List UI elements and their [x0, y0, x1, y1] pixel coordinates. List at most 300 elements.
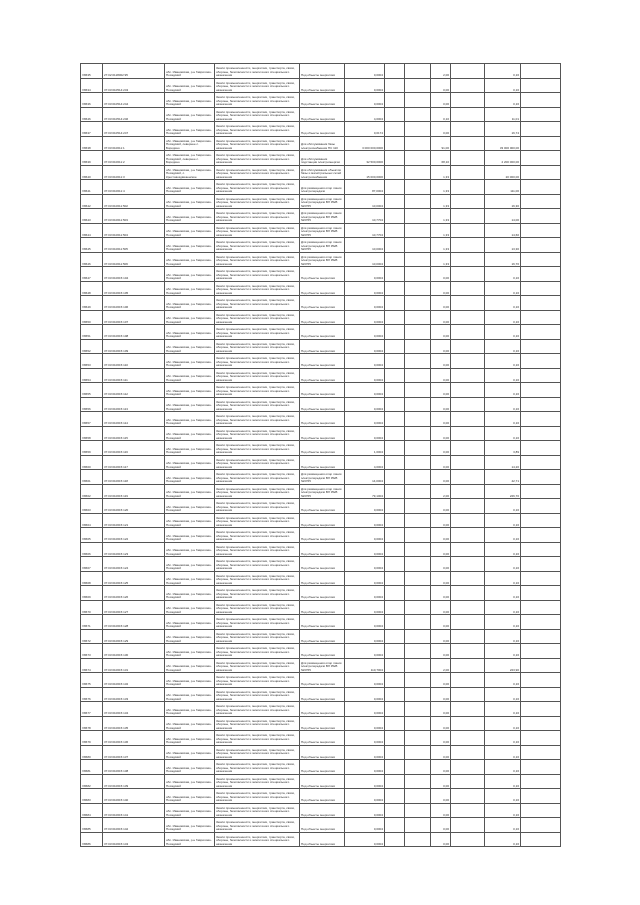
object-id-cell: V8638 [81, 136, 103, 151]
location-cell: обл. Ивановская, р-н Гаврилово-Посадский [165, 78, 215, 93]
empty-cell [385, 238, 405, 253]
object-id-cell: V8672 [81, 629, 103, 644]
rate-cell: 2,00 [431, 64, 451, 79]
area-cell: 0,0004 [345, 600, 385, 615]
cadastral-number-cell: 37:03:010615:121 [103, 513, 165, 528]
empty-cell [451, 310, 485, 325]
cadastral-number-cell: 37:03:010615:104 [103, 267, 165, 282]
object-id-cell: V8643 [81, 209, 103, 224]
sum-cell: 0,16 [485, 310, 521, 325]
sum-cell: 0,16 [485, 687, 521, 702]
rate-cell: 0,00 [431, 528, 451, 543]
table-row [81, 267, 561, 282]
area-cell: 1,0004 [345, 441, 385, 456]
permitted-use-cell: Под объекты энергетики [300, 615, 345, 630]
empty-cell [385, 658, 405, 673]
empty-cell [405, 441, 431, 456]
area-cell: 10,0004 [345, 238, 385, 253]
empty-cell [385, 441, 405, 456]
cadastral-number-cell: 37:03:010615:137 [103, 745, 165, 760]
area-cell: 10,0004 [345, 194, 385, 209]
object-id-cell: V8658 [81, 426, 103, 441]
land-category-cell: Земли промышленности, энергетики, транспорта, связи, обороны, безопасности и земли иного специального назначения [215, 107, 300, 122]
table-row [81, 571, 561, 586]
location-cell: обл. Ивановская, р-н Гаврилово-Посадский [165, 281, 215, 296]
table-row [81, 252, 561, 267]
cadastral-number-cell: 37:03:010615:108 [103, 325, 165, 340]
empty-cell [521, 412, 561, 427]
table-row [81, 789, 561, 804]
permitted-use-cell: Под объекты энергетики [300, 745, 345, 760]
rate-cell: 1,33 [431, 252, 451, 267]
empty-cell [521, 238, 561, 253]
area-cell: 0,0004 [345, 325, 385, 340]
area-cell: 0,0004 [345, 586, 385, 601]
permitted-use-cell: Под объекты энергетики [300, 426, 345, 441]
permitted-use-cell: Для размещения опор линии электропередачи ВЛ 35кВ №6765 [300, 658, 345, 673]
cadastral-number-cell: 37:03:010615:139 [103, 774, 165, 789]
land-category-cell: Земли промышленности, энергетики, транспорта, связи, обороны, безопасности и земли иного специального назначения [215, 818, 300, 833]
location-cell: обл. Ивановская, р-н Гаврилово-Посадский [165, 64, 215, 79]
rate-cell: 0,00 [431, 122, 451, 137]
table-row [81, 542, 561, 557]
empty-cell [521, 716, 561, 731]
sum-cell: 0,16 [485, 615, 521, 630]
sum-cell: 0,16 [485, 600, 521, 615]
table-row [81, 644, 561, 659]
sum-cell: 14,60 [485, 223, 521, 238]
location-cell: обл. Ивановская, р-н Гаврилово-Посадский [165, 426, 215, 441]
empty-cell [451, 557, 485, 572]
area-cell: 0,0004 [345, 93, 385, 108]
rate-cell: 1,33 [431, 238, 451, 253]
cadastral-number-cell: 37:03:010615:118 [103, 470, 165, 485]
cadastral-number-cell: 37:03:010615:116 [103, 441, 165, 456]
rate-cell: 0,00 [431, 832, 451, 847]
sum-cell: 0,16 [485, 64, 521, 79]
cadastral-number-cell: 37:03:010615:107 [103, 310, 165, 325]
object-id-cell: V8659 [81, 441, 103, 456]
empty-cell [521, 687, 561, 702]
table-row [81, 368, 561, 383]
cadastral-number-cell: 37:03:010615:135 [103, 716, 165, 731]
empty-cell [451, 586, 485, 601]
empty-cell [451, 78, 485, 93]
empty-cell [451, 673, 485, 688]
sum-cell: 0,16 [485, 513, 521, 528]
sum-cell: 0,16 [485, 629, 521, 644]
area-cell: 0,0004 [345, 528, 385, 543]
permitted-use-cell: Под объекты энергетики [300, 267, 345, 282]
sum-cell: 33 000 000,00 [485, 136, 521, 151]
empty-cell [521, 122, 561, 137]
empty-cell [521, 803, 561, 818]
area-cell: 0,0004 [345, 426, 385, 441]
rate-cell: 0,00 [431, 281, 451, 296]
sum-cell: 2 200 000,00 [485, 151, 521, 166]
land-category-cell: Земли промышленности, энергетики, транспорта, связи, обороны, безопасности и земли иного специального назначения [215, 687, 300, 702]
area-cell: 87,0004 [345, 180, 385, 195]
land-category-cell: Земли промышленности, энергетики, транспорта, связи, обороны, безопасности и земли иного специального назначения [215, 281, 300, 296]
rate-cell: 0,00 [431, 441, 451, 456]
empty-cell [451, 745, 485, 760]
empty-cell [385, 818, 405, 833]
empty-cell [451, 180, 485, 195]
permitted-use-cell: Под объекты энергетики [300, 354, 345, 369]
cadastral-number-cell: 37:03:010615:128 [103, 615, 165, 630]
land-category-cell: Земли промышленности, энергетики, транспорта, связи, обороны, безопасности и земли иного специального назначения [215, 571, 300, 586]
cadastral-number-cell: 37:03:010611:4 [103, 180, 165, 195]
permitted-use-cell: Под объекты энергетики [300, 412, 345, 427]
location-cell: обл. Ивановская, р-н Гаврилово-Посадский [165, 644, 215, 659]
sum-cell: 0,16 [485, 397, 521, 412]
empty-cell [405, 165, 431, 180]
land-category-cell: Земли промышленности, энергетики, транспорта, связи, обороны, безопасности и земли иного специального назначения [215, 209, 300, 224]
empty-cell [521, 252, 561, 267]
location-cell: обл. Ивановская, р-н Гаврилово-Посадский [165, 774, 215, 789]
table-row [81, 223, 561, 238]
empty-cell [385, 702, 405, 717]
permitted-use-cell: Для размещения опор линии электропередачи ВЛ 35кВ №6765 [300, 209, 345, 224]
empty-cell [405, 470, 431, 485]
empty-cell [451, 600, 485, 615]
land-category-cell: Земли промышленности, энергетики, транспорта, связи, обороны, безопасности и земли иного специального назначения [215, 339, 300, 354]
permitted-use-cell: Под объекты энергетики [300, 93, 345, 108]
empty-cell [451, 644, 485, 659]
sum-cell: 0,16 [485, 542, 521, 557]
area-cell: 110,7004 [345, 658, 385, 673]
permitted-use-cell: Под объекты энергетики [300, 528, 345, 543]
land-category-cell: Земли промышленности, энергетики, транспорта, связи, обороны, безопасности и земли иного специального назначения [215, 136, 300, 151]
cadastral-number-cell: 37:03:010615:114 [103, 412, 165, 427]
empty-cell [521, 629, 561, 644]
empty-cell [385, 78, 405, 93]
area-cell: 0,0004 [345, 673, 385, 688]
permitted-use-cell: Под объекты энергетики [300, 441, 345, 456]
cadastral-number-cell: 37:03:010615:130 [103, 644, 165, 659]
area-cell: 32 500,0000 [345, 151, 385, 166]
permitted-use-cell: Под объекты энергетики [300, 397, 345, 412]
table-row [81, 760, 561, 775]
empty-cell [521, 383, 561, 398]
empty-cell [521, 397, 561, 412]
area-cell: 0,0004 [345, 64, 385, 79]
empty-cell [451, 165, 485, 180]
land-category-cell: Земли промышленности, энергетики, транспорта, связи, обороны, безопасности и земли иного специального назначения [215, 151, 300, 166]
land-category-cell: Земли промышленности, энергетики, транспорта, связи, обороны, безопасности и земли иного специального назначения [215, 470, 300, 485]
cadastral-number-cell: 37:03:010611:1 [103, 136, 165, 151]
empty-cell [385, 180, 405, 195]
location-cell: обл. Ивановская, р-н Гаврилово-Посадский [165, 803, 215, 818]
area-cell: 0,0004 [345, 499, 385, 514]
empty-cell [521, 223, 561, 238]
area-cell: 10,0004 [345, 252, 385, 267]
location-cell: обл. Ивановская, р-н Гаврилово-Посадский [165, 789, 215, 804]
area-cell: 0,0004 [345, 760, 385, 775]
object-id-cell: V8686 [81, 832, 103, 847]
empty-cell [451, 484, 485, 499]
sum-cell: 20 000,00 [485, 165, 521, 180]
table-row [81, 209, 561, 224]
object-id-cell: V8645 [81, 238, 103, 253]
rate-cell: 0,00 [431, 629, 451, 644]
table-row [81, 64, 561, 79]
area-cell: 10,7704 [345, 223, 385, 238]
permitted-use-cell: Под объекты энергетики [300, 803, 345, 818]
empty-cell [405, 789, 431, 804]
area-cell: 0,0004 [345, 571, 385, 586]
empty-cell [405, 267, 431, 282]
table-row [81, 499, 561, 514]
rate-cell: 0,10 [431, 107, 451, 122]
land-category-cell: Земли промышленности, энергетики, транспорта, связи, обороны, безопасности и земли иного специального назначения [215, 542, 300, 557]
empty-cell [521, 673, 561, 688]
table-row [81, 238, 561, 253]
sum-cell: 3,89 [485, 441, 521, 456]
land-category-cell: Земли промышленности, энергетики, транспорта, связи, обороны, безопасности и земли иного специального назначения [215, 296, 300, 311]
empty-cell [451, 122, 485, 137]
empty-cell [405, 281, 431, 296]
permitted-use-cell: Для размещения опор линии электропередачи ВЛ 35кВ №6765 [300, 194, 345, 209]
empty-cell [521, 136, 561, 151]
location-cell: обл. Ивановская, р-н Гаврилово-Посадский [165, 658, 215, 673]
permitted-use-cell: Под объекты энергетики [300, 644, 345, 659]
rate-cell: 0,00 [431, 818, 451, 833]
empty-cell [521, 78, 561, 93]
empty-cell [405, 151, 431, 166]
object-id-cell: V8652 [81, 339, 103, 354]
empty-cell [385, 281, 405, 296]
location-cell: обл. Ивановская, р-н Гаврилово-Посадский [165, 93, 215, 108]
location-cell: обл. Ивановская, р-н Гаврилово-Посадский [165, 354, 215, 369]
location-cell: обл. Ивановская, р-н Гаврилово-Посадский [165, 586, 215, 601]
empty-cell [521, 774, 561, 789]
empty-cell [521, 296, 561, 311]
location-cell: обл. Ивановская, р-н Гаврилово-Посадский [165, 252, 215, 267]
table-row [81, 702, 561, 717]
sum-cell: 16,74 [485, 122, 521, 137]
land-category-cell: Земли промышленности, энергетики, транспорта, связи, обороны, безопасности и земли иного специального назначения [215, 325, 300, 340]
empty-cell [385, 136, 405, 151]
rate-cell: 0,00 [431, 731, 451, 746]
sum-cell: 16,30 [485, 194, 521, 209]
empty-cell [451, 774, 485, 789]
empty-cell [451, 194, 485, 209]
location-cell: обл. Ивановская, р-н Гаврилово-Посадский [165, 832, 215, 847]
empty-cell [521, 818, 561, 833]
area-cell: 0,0004 [345, 412, 385, 427]
rate-cell: 0,00 [431, 513, 451, 528]
empty-cell [405, 223, 431, 238]
empty-cell [385, 93, 405, 108]
empty-cell [385, 296, 405, 311]
empty-cell [405, 368, 431, 383]
object-id-cell: V8648 [81, 281, 103, 296]
cadastral-number-cell: 37:03:010611:504 [103, 223, 165, 238]
table-row [81, 470, 561, 485]
empty-cell [405, 658, 431, 673]
empty-cell [385, 687, 405, 702]
object-id-cell: V8670 [81, 600, 103, 615]
sum-cell: 0,16 [485, 426, 521, 441]
empty-cell [521, 180, 561, 195]
land-category-cell: Земли промышленности, энергетики, транспорта, связи, обороны, безопасности и земли иного специального назначения [215, 64, 300, 79]
empty-cell [385, 760, 405, 775]
land-category-cell: Земли промышленности, энергетики, транспорта, связи, обороны, безопасности и земли иного специального назначения [215, 354, 300, 369]
table-row [81, 673, 561, 688]
area-cell: 0,0004 [345, 818, 385, 833]
table-row [81, 484, 561, 499]
empty-cell [405, 339, 431, 354]
empty-cell [405, 716, 431, 731]
location-cell: обл. Ивановская, р-н Гаврилово-Посадский [165, 441, 215, 456]
sum-cell: 0,16 [485, 644, 521, 659]
location-cell: обл. Ивановская, р-н Гаврилово-Посадский [165, 600, 215, 615]
empty-cell [405, 702, 431, 717]
rate-cell: 0,00 [431, 745, 451, 760]
object-id-cell: V8668 [81, 571, 103, 586]
empty-cell [451, 107, 485, 122]
empty-cell [405, 484, 431, 499]
location-cell: обл. Ивановская, р-н Гаврилово-Посадский [165, 513, 215, 528]
object-id-cell: V8639 [81, 151, 103, 166]
rate-cell: 0,00 [431, 615, 451, 630]
location-cell: обл. Ивановская, р-н Гаврилово-Посадский [165, 310, 215, 325]
empty-cell [521, 93, 561, 108]
land-plots-table [80, 63, 561, 847]
cadastral-number-cell: 37:03:010615:115 [103, 426, 165, 441]
permitted-use-cell: Под объекты энергетики [300, 64, 345, 79]
land-category-cell: Земли промышленности, энергетики, транспорта, связи, обороны, безопасности и земли иного специального назначения [215, 789, 300, 804]
rate-cell: 91,00 [431, 136, 451, 151]
sum-cell: 0,16 [485, 818, 521, 833]
object-id-cell: V8642 [81, 194, 103, 209]
table-row [81, 528, 561, 543]
permitted-use-cell: Для размещения опор линии электропередачи ВЛ 35кВ №6765 [300, 223, 345, 238]
sum-cell: 0,16 [485, 383, 521, 398]
empty-cell [405, 122, 431, 137]
rate-cell: 2,00 [431, 658, 451, 673]
empty-cell [405, 412, 431, 427]
sum-cell: 11,01 [485, 107, 521, 122]
empty-cell [385, 499, 405, 514]
object-id-cell: V8641 [81, 180, 103, 195]
empty-cell [405, 513, 431, 528]
empty-cell [385, 615, 405, 630]
area-cell: 0,0004 [345, 789, 385, 804]
table-row [81, 93, 561, 108]
empty-cell [451, 528, 485, 543]
empty-cell [405, 296, 431, 311]
empty-cell [385, 325, 405, 340]
empty-cell [521, 731, 561, 746]
empty-cell [385, 151, 405, 166]
area-cell: 0,0004 [345, 702, 385, 717]
cadastral-number-cell: 27:02:0118002:95 [103, 64, 165, 79]
rate-cell: 0,00 [431, 267, 451, 282]
empty-cell [521, 267, 561, 282]
empty-cell [405, 528, 431, 543]
cadastral-number-cell: 37:03:010514:247 [103, 122, 165, 137]
land-category-cell: Земли промышленности, энергетики, транспорта, связи, обороны, безопасности и земли иного специального назначения [215, 731, 300, 746]
land-category-cell: Земли промышленности, энергетики, транспорта, связи, обороны, безопасности и земли иного специального назначения [215, 180, 300, 195]
cadastral-number-cell: 37:03:010611:2 [103, 151, 165, 166]
empty-cell [405, 107, 431, 122]
area-cell: 3 000 000,0000 [345, 136, 385, 151]
empty-cell [385, 470, 405, 485]
location-cell: обл. Ивановская, р-н Гаврилово-Посадский [165, 180, 215, 195]
object-id-cell: V8683 [81, 789, 103, 804]
empty-cell [451, 267, 485, 282]
object-id-cell: V8666 [81, 542, 103, 557]
rate-cell: 0,00 [431, 310, 451, 325]
empty-cell [521, 484, 561, 499]
location-cell: обл. Ивановская, р-н Гаврилово-Посадский [165, 412, 215, 427]
cadastral-number-cell: 37:03:010611:3 [103, 165, 165, 180]
sum-cell: 0,16 [485, 731, 521, 746]
sum-cell: 14,00 [485, 209, 521, 224]
empty-cell [521, 760, 561, 775]
empty-cell [521, 499, 561, 514]
table-row [81, 658, 561, 673]
land-category-cell: Земли промышленности, энергетики, транспорта, связи, обороны, безопасности и земли иного специального назначения [215, 745, 300, 760]
rate-cell: 0,00 [431, 412, 451, 427]
empty-cell [451, 397, 485, 412]
empty-cell [451, 702, 485, 717]
land-category-cell: Земли промышленности, энергетики, транспорта, связи, обороны, безопасности и земли иного специального назначения [215, 513, 300, 528]
rate-cell: 0,00 [431, 383, 451, 398]
empty-cell [405, 571, 431, 586]
object-id-cell: V8682 [81, 774, 103, 789]
sum-cell: 0,16 [485, 267, 521, 282]
sum-cell: 0,16 [485, 716, 521, 731]
rate-cell: 68,10 [431, 151, 451, 166]
table-row [81, 629, 561, 644]
permitted-use-cell: Под объекты энергетики [300, 281, 345, 296]
location-cell: обл. Ивановская, р-н Гаврилово-Посадский [165, 760, 215, 775]
empty-cell [385, 789, 405, 804]
empty-cell [405, 644, 431, 659]
empty-cell [451, 151, 485, 166]
rate-cell: 0,00 [431, 368, 451, 383]
object-id-cell: V8644 [81, 223, 103, 238]
sum-cell: 0,16 [485, 760, 521, 775]
sum-cell: 42,71 [485, 470, 521, 485]
empty-cell [385, 571, 405, 586]
empty-cell [385, 383, 405, 398]
location-cell: обл. Ивановская, р-н Гаврилово-Посадский [165, 122, 215, 137]
sum-cell: 0,16 [485, 412, 521, 427]
object-id-cell: V8649 [81, 296, 103, 311]
empty-cell [385, 223, 405, 238]
area-cell: 0,0004 [345, 78, 385, 93]
rate-cell: 0,00 [431, 789, 451, 804]
table-row [81, 194, 561, 209]
empty-cell [385, 339, 405, 354]
location-cell: обл. Ивановская, р-н Гаврилово-Посадский [165, 238, 215, 253]
object-id-cell: V8678 [81, 716, 103, 731]
area-cell: 0,0004 [345, 339, 385, 354]
empty-cell [451, 325, 485, 340]
permitted-use-cell: Под объекты энергетики [300, 78, 345, 93]
empty-cell [521, 600, 561, 615]
cadastral-number-cell: 37:03:010615:110 [103, 354, 165, 369]
rate-cell: 0,00 [431, 397, 451, 412]
location-cell: обл. Ивановская, р-н Гаврилово-Посадский [165, 673, 215, 688]
empty-cell [385, 122, 405, 137]
empty-cell [385, 310, 405, 325]
rate-cell: 0,00 [431, 600, 451, 615]
